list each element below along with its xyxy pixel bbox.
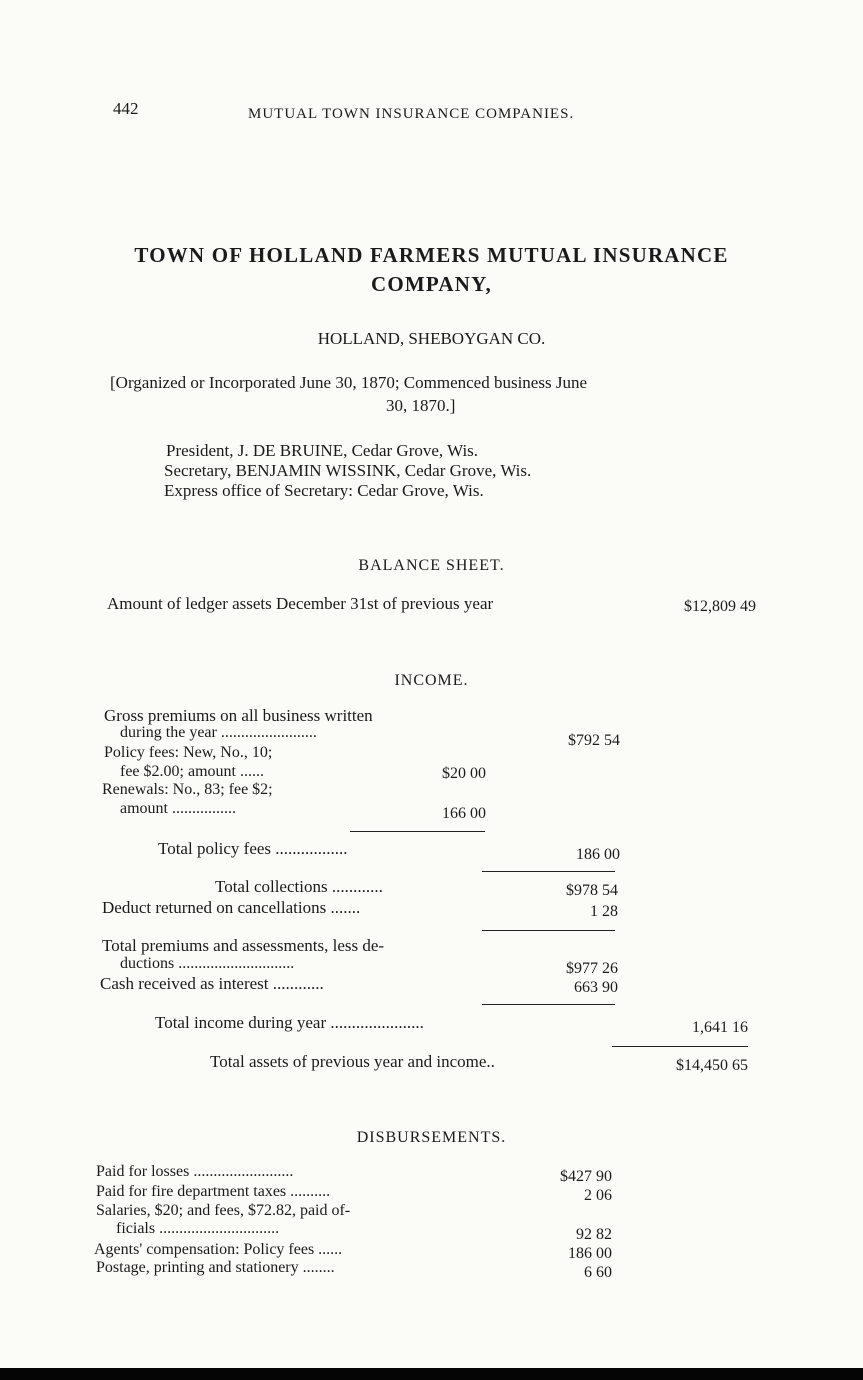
ledger-assets-value: $12,809 49 <box>684 598 756 615</box>
total-policy-fees-label: Total policy fees ................. <box>158 839 348 858</box>
income-heading: INCOME. <box>394 672 469 689</box>
disbursements-heading: DISBURSEMENTS. <box>356 1129 507 1146</box>
rule-policy-fees <box>350 831 485 832</box>
scan-bottom-edge <box>0 1368 863 1380</box>
disbursement-agents-value: 186 00 <box>568 1245 612 1262</box>
organized-line1: [Organized or Incorporated June 30, 1870; Commenced business June <box>110 373 587 392</box>
rule-interest <box>482 1004 615 1005</box>
officer-president: President, J. DE BRUINE, Cedar Grove, Wis. <box>166 441 479 460</box>
interest-label: Cash received as interest ............ <box>100 974 324 993</box>
gross-premiums-line1: Gross premiums on all business written <box>104 706 373 725</box>
total-premiums-line1: Total premiums and assessments, less de- <box>102 936 385 955</box>
disbursement-postage-value: 6 60 <box>584 1264 612 1281</box>
total-policy-fees-value: 186 00 <box>576 846 620 863</box>
total-collections-label: Total collections ............ <box>215 877 383 896</box>
total-premiums-value: $977 26 <box>566 960 618 977</box>
gross-premiums-line2: during the year ........................ <box>120 724 317 741</box>
page-number: 442 <box>113 99 139 118</box>
deduct-returned-value: 1 28 <box>590 903 618 920</box>
total-assets-label: Total assets of previous year and income.. <box>210 1052 495 1071</box>
renewals-line2: amount ................ <box>120 800 236 817</box>
rule-total-income <box>612 1046 748 1047</box>
disbursement-losses-label: Paid for losses ......................... <box>96 1163 294 1180</box>
total-assets-value: $14,450 65 <box>676 1057 748 1074</box>
rule-collections <box>482 871 615 872</box>
disbursement-losses-value: $427 90 <box>560 1168 612 1185</box>
total-premiums-line2: ductions ............................. <box>120 955 295 972</box>
deduct-returned-label: Deduct returned on cancellations ....... <box>102 898 361 917</box>
running-title: MUTUAL TOWN INSURANCE COMPANIES. <box>248 106 575 122</box>
policy-fees-line2: fee $2.00; amount ...... <box>120 763 264 780</box>
disbursement-fire-taxes-value: 2 06 <box>584 1187 612 1204</box>
disbursement-salaries-line2: ficials .............................. <box>116 1220 280 1237</box>
company-title-line2: COMPANY, <box>370 272 492 296</box>
renewals-line1: Renewals: No., 83; fee $2; <box>102 781 273 798</box>
officer-secretary: Secretary, BENJAMIN WISSINK, Cedar Grove, Wis. <box>164 461 532 480</box>
total-income-value: 1,641 16 <box>692 1019 748 1036</box>
total-collections-value: $978 54 <box>566 882 618 899</box>
balance-sheet-heading: BALANCE SHEET. <box>358 557 505 574</box>
policy-fees-line1: Policy fees: New, No., 10; <box>104 744 273 761</box>
company-title-line1: TOWN OF HOLLAND FARMERS MUTUAL INSURANCE <box>134 243 729 267</box>
disbursement-agents-label: Agents' compensation: Policy fees ...... <box>94 1241 343 1258</box>
total-income-label: Total income during year ...................... <box>155 1013 424 1032</box>
rule-deductions <box>482 930 615 931</box>
disbursement-postage-label: Postage, printing and stationery ........ <box>96 1259 335 1276</box>
policy-fees-value: $20 00 <box>442 765 486 782</box>
ledger-assets-label: Amount of ledger assets December 31st of previous year <box>107 594 494 613</box>
company-location: HOLLAND, SHEBOYGAN CO. <box>317 329 546 348</box>
disbursement-salaries-value: 92 82 <box>576 1226 612 1243</box>
disbursement-salaries-line1: Salaries, $20; and fees, $72.82, paid of- <box>96 1202 351 1219</box>
interest-value: 663 90 <box>574 979 618 996</box>
organized-line2: 30, 1870.] <box>386 396 456 415</box>
disbursement-fire-taxes-label: Paid for fire department taxes .......... <box>96 1183 331 1200</box>
gross-premiums-value: $792 54 <box>568 732 620 749</box>
officer-express-office: Express office of Secretary: Cedar Grove, Wis. <box>164 481 484 500</box>
renewals-value: 166 00 <box>442 805 486 822</box>
